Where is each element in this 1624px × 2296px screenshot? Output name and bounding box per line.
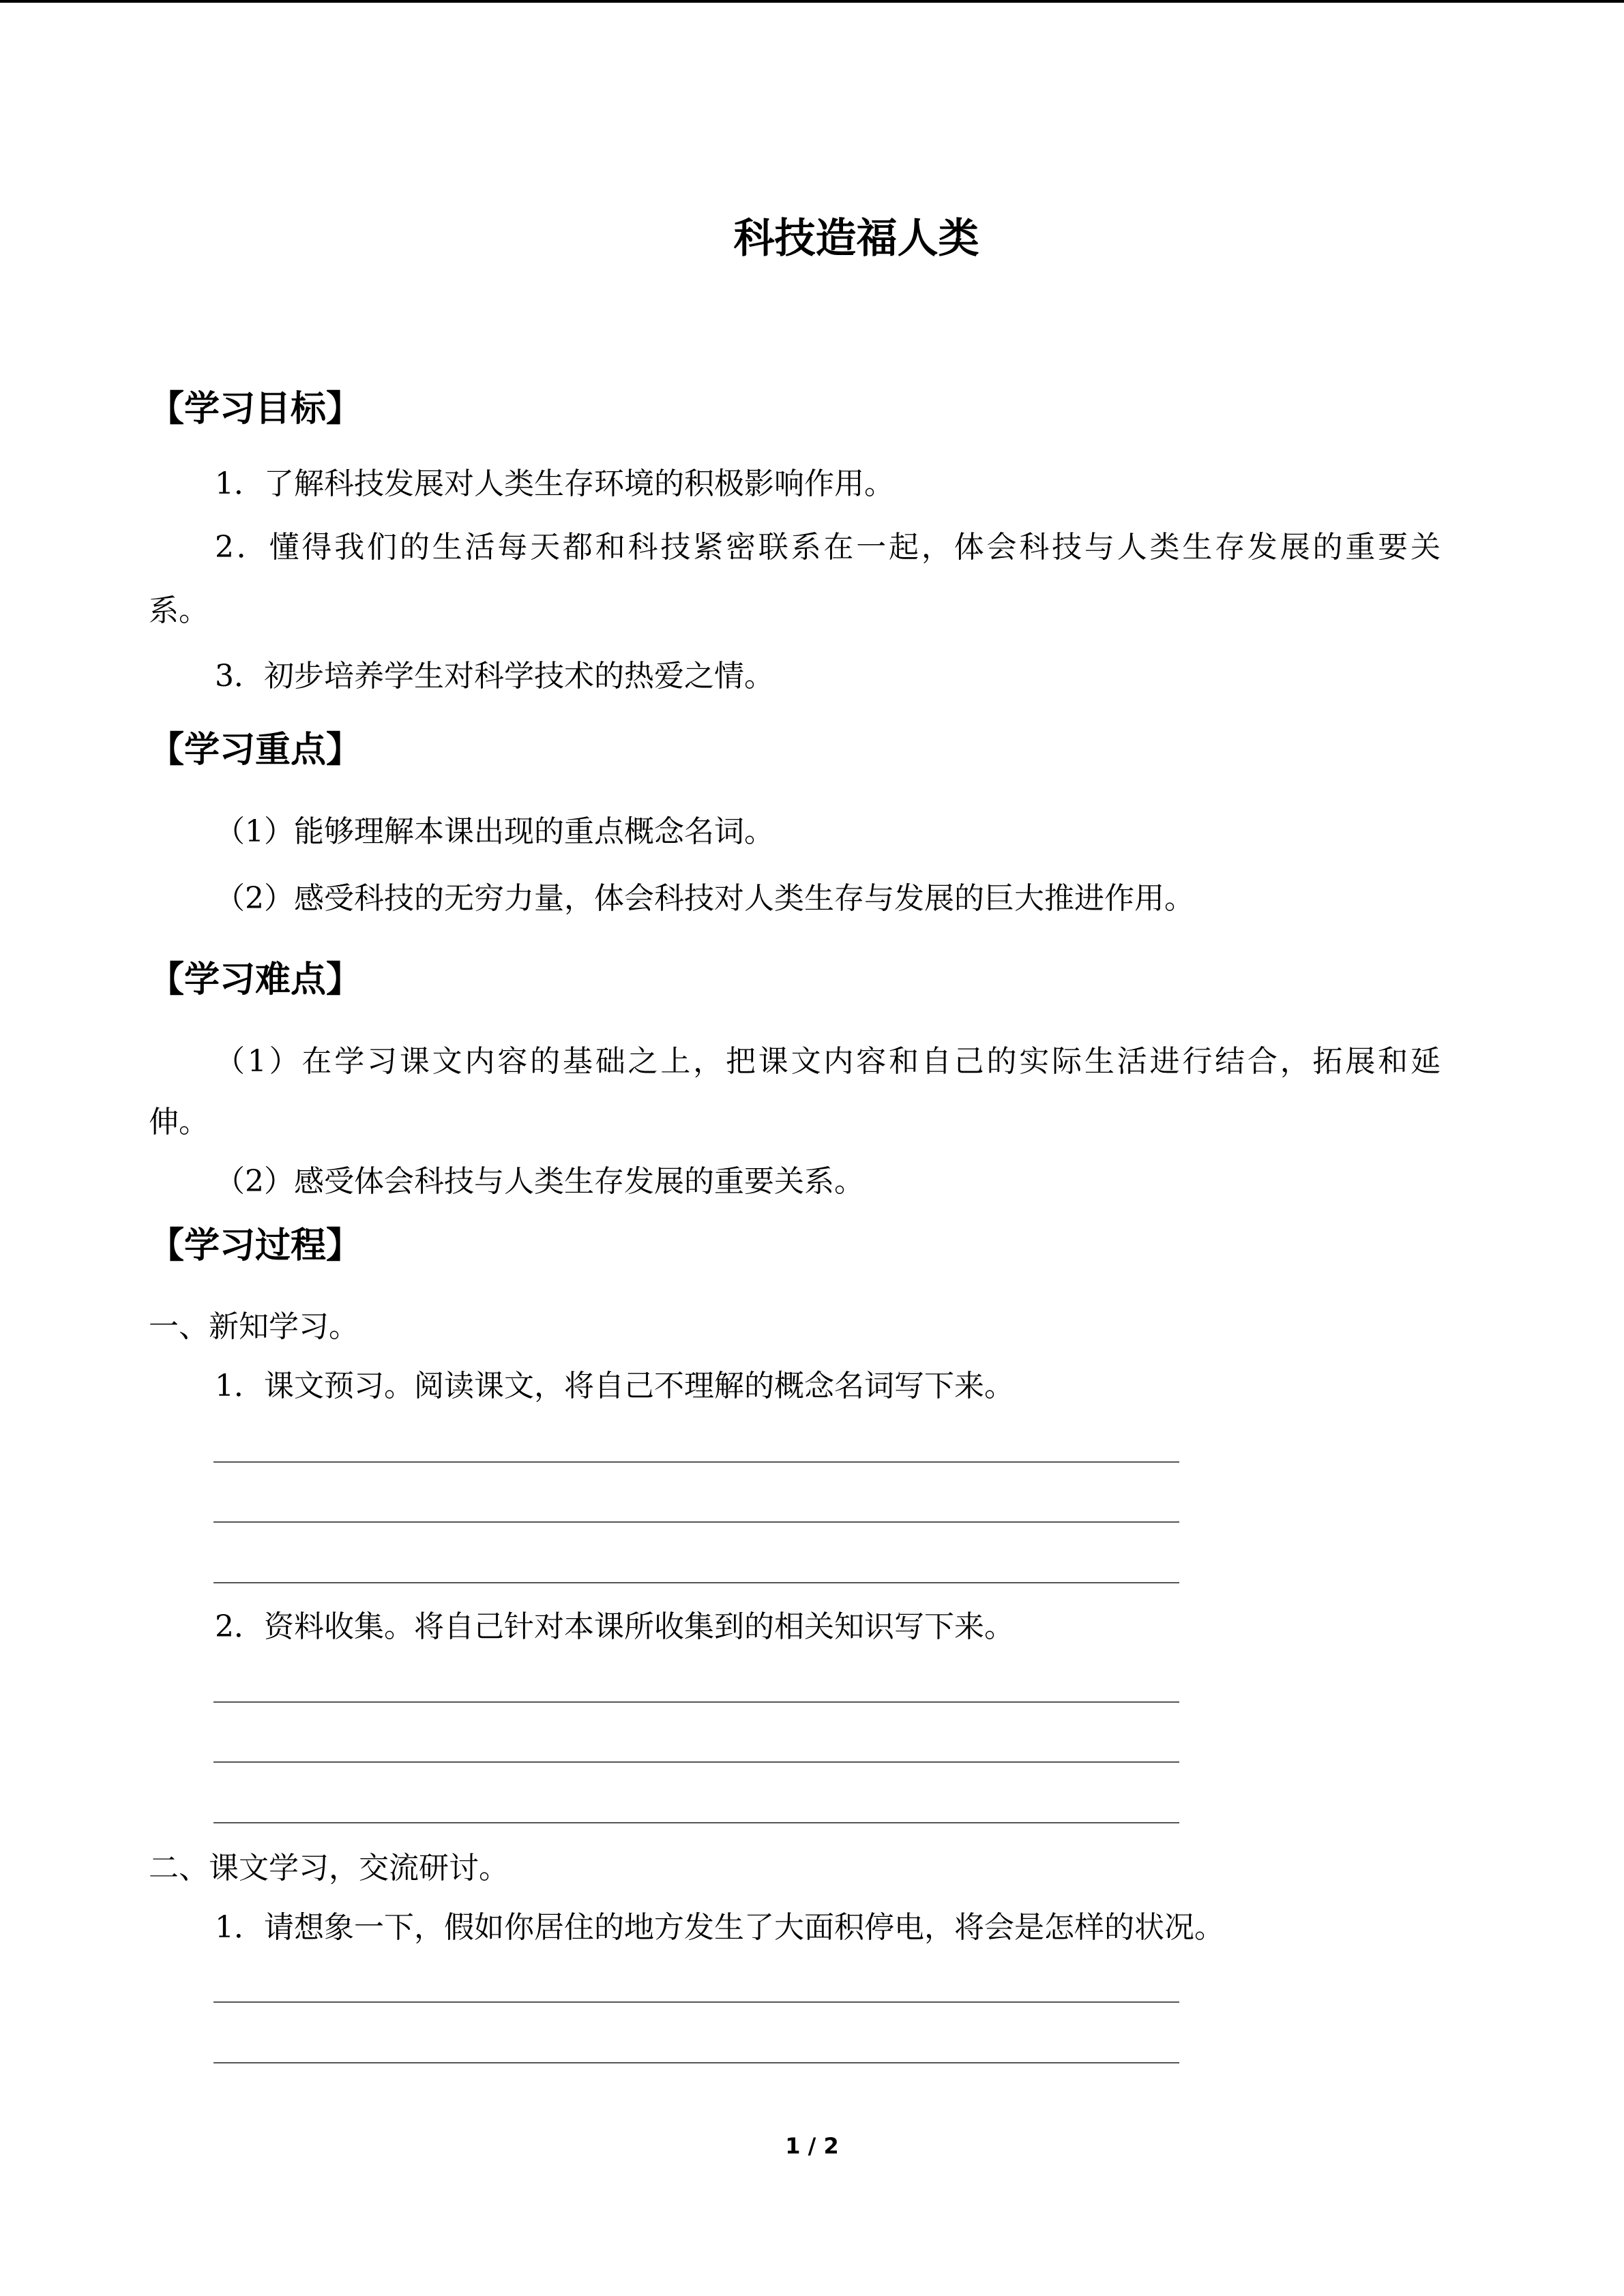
key-points-heading: 【学习重点】 (149, 730, 362, 771)
difficulty-item-2: （2）感受体会科技与人类生存发展的重要关系。 (215, 1164, 864, 1199)
process-heading: 【学习过程】 (149, 1225, 362, 1266)
page-number: 1 / 2 (785, 2133, 839, 2159)
part1-question-1: 1．课文预习。阅读课文，将自己不理解的概念名词写下来。 (215, 1369, 1014, 1403)
answer-line[interactable] (213, 1582, 1179, 1583)
answer-line[interactable] (213, 1521, 1179, 1523)
document-title: 科技造福人类 (733, 215, 979, 263)
answer-line[interactable] (213, 2062, 1179, 2063)
difficulty-item-1-continued: 伸。 (149, 1105, 209, 1139)
part1-title: 一、新知学习。 (149, 1309, 359, 1344)
objective-item-2-continued: 系。 (149, 593, 209, 628)
page-top-border (0, 0, 1624, 3)
difficulty-item-1: （1）在学习课文内容的基础之上，把课文内容和自己的实际生活进行结合，拓展和延 (215, 1044, 1441, 1079)
answer-line[interactable] (213, 1461, 1179, 1463)
answer-line[interactable] (213, 1701, 1179, 1703)
answer-line[interactable] (213, 2001, 1179, 2003)
answer-line[interactable] (213, 1761, 1179, 1763)
answer-line[interactable] (213, 1822, 1179, 1823)
part1-question-2: 2．资料收集。将自己针对本课所收集到的相关知识写下来。 (215, 1609, 1014, 1644)
objective-item-3: 3．初步培养学生对科学技术的热爱之情。 (215, 659, 774, 694)
objective-item-1: 1．了解科技发展对人类生存环境的积极影响作用。 (215, 466, 894, 501)
part2-question-1: 1．请想象一下，假如你居住的地方发生了大面积停电，将会是怎样的状况。 (215, 1910, 1224, 1945)
objective-item-2: 2．懂得我们的生活每天都和科技紧密联系在一起，体会科技与人类生存发展的重要关 (215, 530, 1441, 565)
difficulties-heading: 【学习难点】 (149, 959, 362, 1000)
key-point-item-1: （1）能够理解本课出现的重点概念名词。 (215, 814, 774, 849)
key-point-item-2: （2）感受科技的无穷力量，体会科技对人类生存与发展的巨大推进作用。 (215, 881, 1194, 916)
objectives-heading: 【学习目标】 (149, 389, 362, 430)
part2-title: 二、课文学习，交流研讨。 (149, 1851, 509, 1885)
